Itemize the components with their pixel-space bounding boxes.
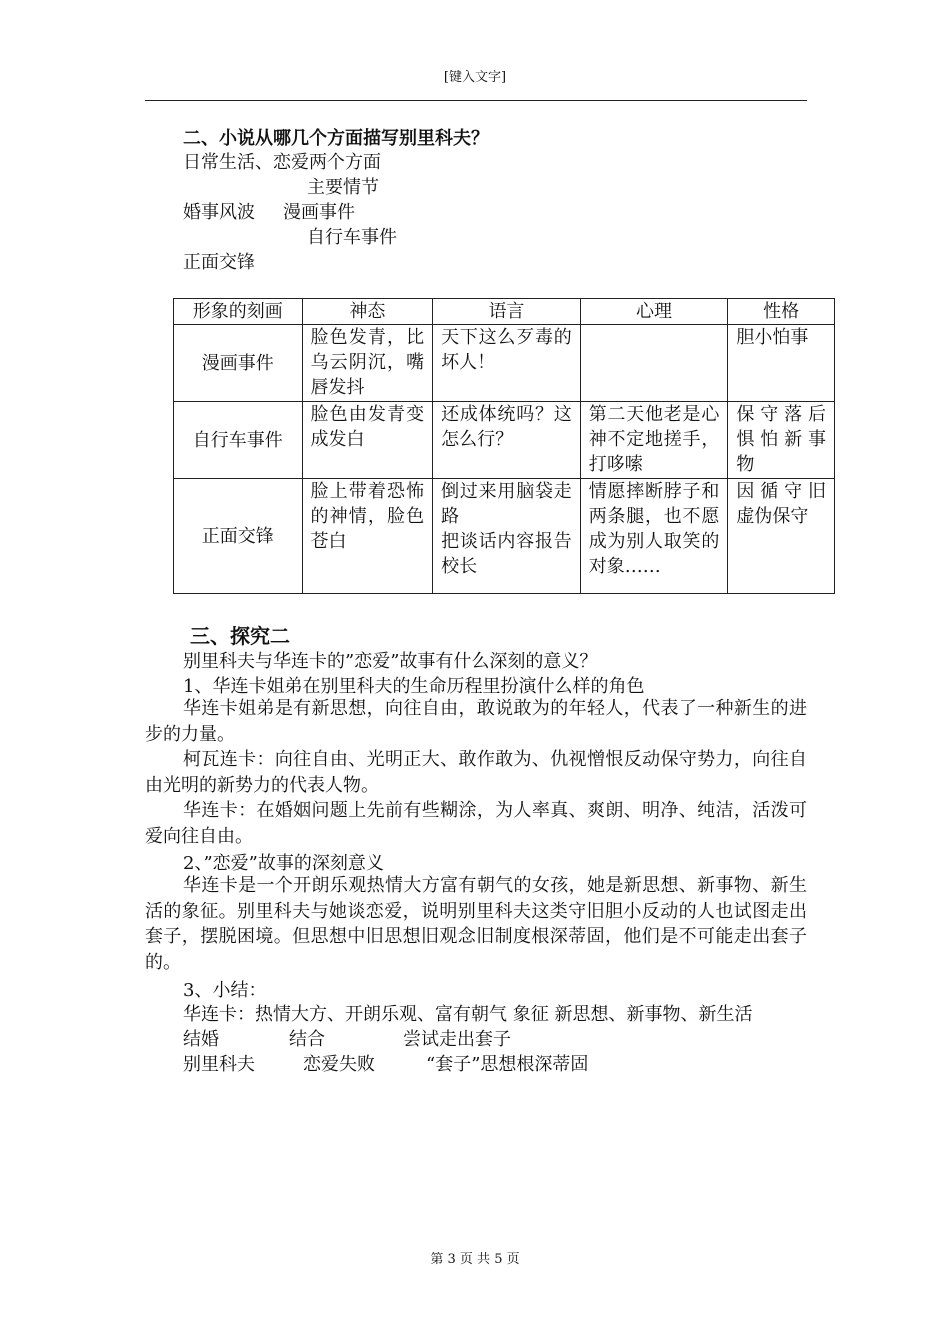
subheading: 3、小结： bbox=[183, 980, 267, 1001]
table-cell: 胆小怕事 bbox=[728, 325, 835, 402]
text-line: 婚事风波 bbox=[183, 202, 255, 223]
table-header-cell: 性格 bbox=[728, 299, 835, 325]
table-header-cell: 心理 bbox=[580, 299, 728, 325]
summary-line: 华连卡：热情大方、开朗乐观、富有朝气 象征 新思想、新事物、新生活 bbox=[183, 1004, 753, 1025]
table-cell: 倒过来用脑袋走路 把谈话内容报告校长 bbox=[433, 479, 581, 594]
question-text: 别里科夫与华连卡的”恋爱”故事有什么深刻的意义？ bbox=[183, 651, 598, 672]
table-header-cell: 语言 bbox=[433, 299, 581, 325]
table-cell bbox=[580, 325, 728, 402]
table-row bbox=[174, 325, 835, 402]
paragraph: 华连卡：在婚姻问题上先前有些糊涂，为人率真、爽朗、明净、纯洁，活泼可爱向往自由。 bbox=[145, 800, 807, 847]
row-label: 正面交锋 bbox=[174, 479, 303, 594]
section-heading-2: 二、小说从哪几个方面描写别里科夫？ bbox=[183, 128, 489, 149]
summary-item: “套子”思想根深蒂固 bbox=[426, 1054, 589, 1075]
table-cell: 第二天他老是心神不定地搓手，打哆嗦 bbox=[580, 402, 728, 479]
table-cell: 因循守旧虚伪保守 bbox=[728, 479, 835, 594]
character-table bbox=[173, 298, 835, 594]
text-line: 主要情节 bbox=[307, 177, 379, 198]
header-divider bbox=[145, 100, 807, 101]
page-header: [键入文字] bbox=[443, 70, 507, 85]
summary-item: 恋爱失败 bbox=[303, 1054, 375, 1075]
summary-item: 结合 bbox=[289, 1029, 325, 1050]
table-cell: 天下这么歹毒的坏人！ bbox=[433, 325, 581, 402]
table-cell: 还成体统吗？这怎么行？ bbox=[433, 402, 581, 479]
paragraph: 华连卡是一个开朗乐观热情大方富有朝气的女孩，她是新思想、新事物、新生活的象征。别里科夫与她谈恋爱，说明别里科夫这类守旧胆小反动的人也试图走出套子，摆脱困境。但思想中旧思想旧观念旧制度根深蒂固，他们是不可能走出套子的。 bbox=[145, 875, 807, 973]
summary-item: 结婚 bbox=[183, 1029, 219, 1050]
table-header-row bbox=[174, 299, 835, 325]
page-footer: 第 3 页 共 5 页 bbox=[430, 1252, 520, 1267]
table-row bbox=[174, 479, 835, 594]
row-label: 漫画事件 bbox=[174, 325, 303, 402]
summary-item: 尝试走出套子 bbox=[403, 1029, 511, 1050]
paragraph: 华连卡姐弟是有新思想，向往自由，敢说敢为的年轻人，代表了一种新生的进步的力量。 bbox=[145, 698, 807, 745]
table-header-cell: 形象的刻画 bbox=[174, 299, 303, 325]
section-heading-3: 三、探究二 bbox=[190, 624, 290, 648]
table-header-cell: 神态 bbox=[302, 299, 433, 325]
text-line: 日常生活、恋爱两个方面 bbox=[183, 152, 381, 173]
text-line: 正面交锋 bbox=[183, 252, 255, 273]
table-cell: 保守落后惧怕新事物 bbox=[728, 402, 835, 479]
paragraph: 柯瓦连卡：向往自由、光明正大、敢作敢为、仇视憎恨反动保守势力，向往自由光明的新势力的代表人物。 bbox=[145, 749, 807, 796]
subheading: 1、华连卡姐弟在别里科夫的生命历程里扮演什么样的角色 bbox=[183, 676, 645, 697]
text-line: 漫画事件 bbox=[283, 202, 355, 223]
table-cell: 脸色由发青变成发白 bbox=[302, 402, 433, 479]
table-cell: 情愿摔断脖子和两条腿，也不愿成为别人取笑的对象…… bbox=[580, 479, 728, 594]
subheading: 2、”恋爱”故事的深刻意义 bbox=[183, 853, 384, 874]
table-cell: 脸上带着恐怖的神情，脸色苍白 bbox=[302, 479, 433, 594]
table-row bbox=[174, 402, 835, 479]
text-line: 自行车事件 bbox=[307, 227, 397, 248]
summary-item: 别里科夫 bbox=[183, 1054, 255, 1075]
table-cell: 脸色发青，比乌云阴沉，嘴唇发抖 bbox=[302, 325, 433, 402]
row-label: 自行车事件 bbox=[174, 402, 303, 479]
